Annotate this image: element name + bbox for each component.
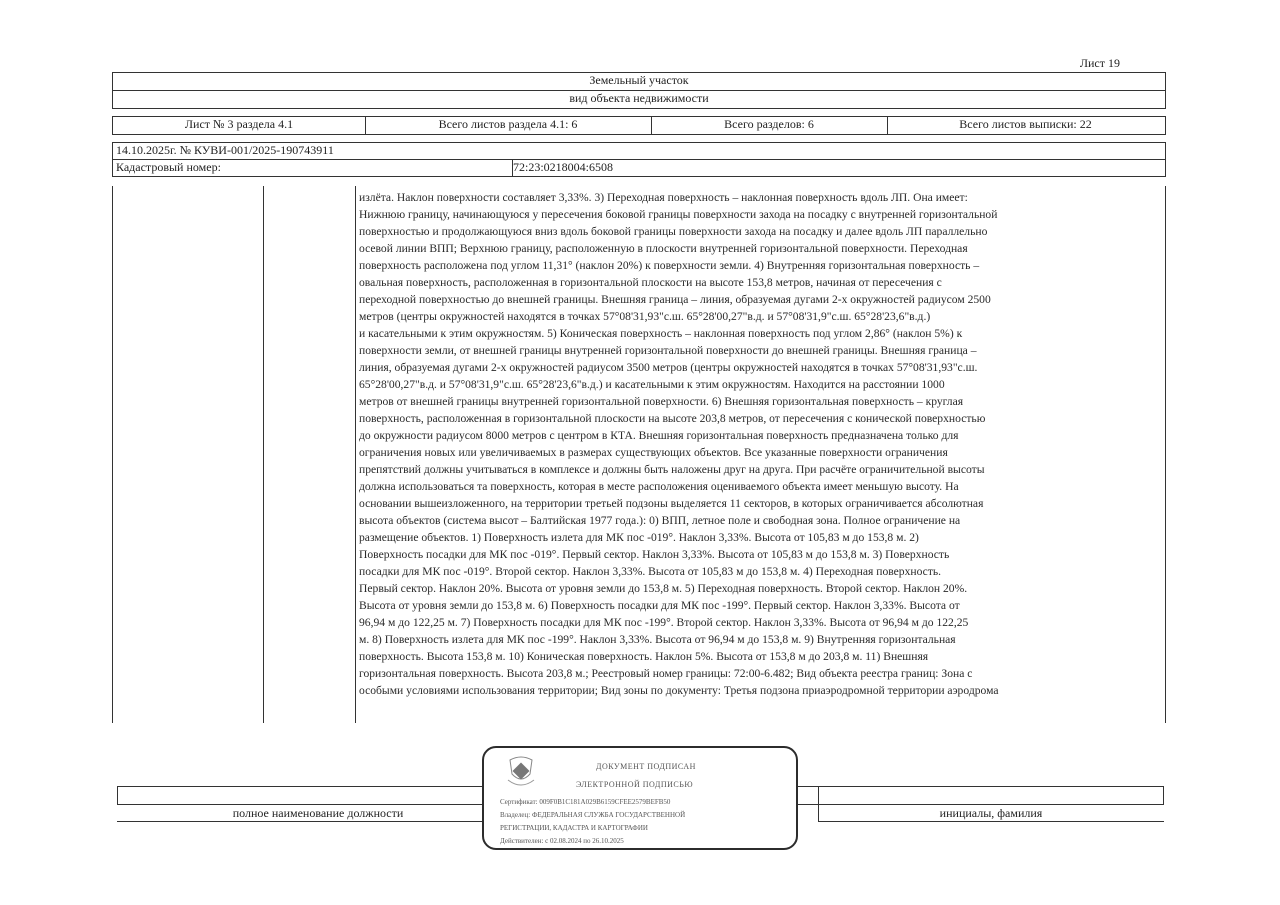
text-line: и касательными к этим окружностям. 5) Коническая поверхность – наклонная поверхность под углом 2,86° (наклон 5%) к: [359, 327, 963, 340]
text-line: Первый сектор. Наклон 20%. Высота от уровня земли до 153,8 м. 5) Переходная поверхность. Второй сектор. Наклон 20%.: [359, 582, 968, 595]
cadastral-number: 72:23:0218004:6508: [513, 160, 614, 174]
text-line: поверхностью и продолжающуюся вниз вдоль боковой границы поверхности захода на посадку и далее вдоль ЛП параллельно: [359, 225, 988, 238]
coat-of-arms-icon: [504, 754, 538, 792]
text-line: поверхность расположена под углом 11,31° (наклон 20%) к поверхности земли. 4) Внутренняя горизонтальная поверхность –: [359, 259, 980, 272]
text-line: 96,94 м до 122,25 м. 7) Поверхность посадки для МК пос -199°. Второй сектор. Наклон 3,33%. Высота от 96,94 м до 122,25: [359, 616, 969, 629]
text-line: основании вышеизложенного, на территории третьей подзоны выделяется 11 секторов, в которых ограничивается абсолютная: [359, 497, 984, 510]
stamp-owner-line-2: РЕГИСТРАЦИИ, КАДАСТРА И КАРТОГРАФИИ: [500, 824, 648, 832]
text-line: посадки для МК пос -019°. Второй сектор. Наклон 3,33%. Высота от 105,83 м до 153,8 м. 4) Переходная поверхность.: [359, 565, 942, 578]
sections-total-cell: Всего разделов: 6: [651, 117, 888, 134]
object-type-subtitle: вид объекта недвижимости: [112, 90, 1166, 109]
text-line: поверхность, расположенная в горизонтальной плоскости на высоте 203,8 метров, от пересечения с конической поверхностью: [359, 412, 986, 425]
text-line: горизонтальная поверхность. Высота 203,8 м.; Реестровый номер границы: 72:00-6.482; Вид объекта реестра границ: Зона с: [359, 667, 973, 680]
text-line: препятствий должны учитываться в комплексе и должны быть наложены друг на друга. При расчёте ограничительной высоты: [359, 463, 985, 476]
text-line: особыми условиями использования территории; Вид зоны по документу: Третья подзона приаэродромной территории аэродрома: [359, 684, 999, 697]
table-column-divider: [263, 186, 264, 723]
stamp-owner-line-1: Владелец: ФЕДЕРАЛЬНАЯ СЛУЖБА ГОСУДАРСТВЕННОЙ: [500, 811, 686, 819]
text-line: до окружности радиусом 8000 метров с центром в КТА. Внешняя горизонтальная поверхность предназначена только для: [359, 429, 959, 442]
table-right-border: [1165, 186, 1166, 723]
table-left-border: [112, 186, 113, 723]
stamp-subtitle: ЭЛЕКТРОННОЙ ПОДПИСЬЮ: [576, 780, 694, 789]
zone-description-text: [356, 188, 1164, 723]
text-line: метров (центры окружностей находятся в точках 57°08'31,93"с.ш. 65°28'00,27"в.д. и 57°08'31,9"с.ш. 65°28'23,6"в.д.): [359, 310, 931, 323]
section-sheets-total-cell: Всего листов раздела 4.1: 6: [365, 117, 652, 134]
cadastral-row: [112, 159, 1166, 177]
text-line: Поверхность посадки для МК пос -019°. Первый сектор. Наклон 3,33%. Высота от 105,83 м до 153,8 м. 3) Поверхность: [359, 548, 950, 561]
text-line: поверхности земли, от внешней границы внутренней горизонтальной поверхности до внешней границы. Внешняя граница –: [359, 344, 977, 357]
text-line: должна использоваться та поверхность, которая в месте расположения оцениваемого объекта имеет меньшую высоту. На: [359, 480, 959, 493]
text-line: поверхность. Высота 153,8 м. 10) Коническая поверхность. Наклон 5%. Высота от 153,8 м до 203,8 м. 11) Внешняя: [359, 650, 929, 663]
text-line: размещение объектов. 1) Поверхность излета для МК пос -019°. Наклон 3,33%. Высота от 105,83 м до 153,8 м. 2): [359, 531, 919, 544]
sheet-number: Лист 19: [1079, 56, 1120, 70]
extract-sheets-total-cell: Всего листов выписки: 22: [959, 117, 1092, 131]
name-label: инициалы, фамилия: [818, 805, 1164, 822]
sheet-info-row: [112, 116, 1166, 135]
text-line: метров от внешней границы внутренней горизонтальной поверхности. 6) Внешняя горизонтальная поверхность – круглая: [359, 395, 964, 408]
text-line: ограничения новых или увеличиваемых в размерах существующих объектов. Все указанные поверхности ограничения: [359, 446, 948, 459]
text-line: переходной поверхностью до внешней границы. Внешняя граница – линия, образуемая дугами 2-х окружностей радиусом 2500: [359, 293, 991, 306]
text-line: высота объектов (система высот – Балтийская 1977 года.): 0) ВПП, летное поле и свободная зона. Полное ограничение на: [359, 514, 961, 527]
stamp-validity: Действителен: с 02.08.2024 по 26.10.2025: [500, 837, 624, 845]
text-line: излёта. Наклон поверхности составляет 3,33%. 3) Переходная поверхность – наклонная поверхность вдоль ЛП. Она имеет:: [359, 191, 968, 204]
cadastral-label: Кадастровый номер:: [113, 160, 513, 176]
text-line: Нижнюю границу, начинающуюся у пересечения боковой границы поверхности захода на посадку с внутренней горизонтальной: [359, 208, 998, 221]
text-line: 65°28'00,27"в.д. и 57°08'31,9"с.ш. 65°28'23,6"в.д.) и касательными к этим окружностям. Находится на расстоянии 1000: [359, 378, 945, 391]
position-label: полное наименование должности: [117, 805, 519, 822]
object-title: Земельный участок: [112, 72, 1166, 91]
text-line: Высота от уровня земли до 153,8 м. 6) Поверхность посадки для МК пос -199°. Первый сектор. Наклон 3,33%. Высота от: [359, 599, 960, 612]
stamp-certificate: Сертификат: 009F0B1C181A029B6159CFEE2579BEFB50: [500, 798, 671, 806]
stamp-title: ДОКУМЕНТ ПОДПИСАН: [596, 762, 696, 771]
sheet-section-cell: Лист № 3 раздела 4.1: [113, 117, 366, 134]
text-line: м. 8) Поверхность излета для МК пос -199°. Наклон 3,33%. Высота от 96,94 м до 153,8 м. 9) Внутренняя горизонтальная: [359, 633, 956, 646]
text-line: овальная поверхность, расположенная в горизонтальной плоскости на высоте 153,8 метров, начиная от пересечения с: [359, 276, 942, 289]
text-line: линия, образуемая дугами 2-х окружностей радиусом 3500 метров (центры окружностей находятся в точках 57°08'31,93"с.ш.: [359, 361, 978, 374]
text-line: осевой линии ВПП; Верхнюю границу, расположенную в плоскости внутренней горизонтальной поверхности. Переходная: [359, 242, 968, 255]
document-reference: 14.10.2025г. № КУВИ-001/2025-190743911: [112, 142, 1166, 160]
electronic-signature-stamp: [482, 746, 798, 850]
